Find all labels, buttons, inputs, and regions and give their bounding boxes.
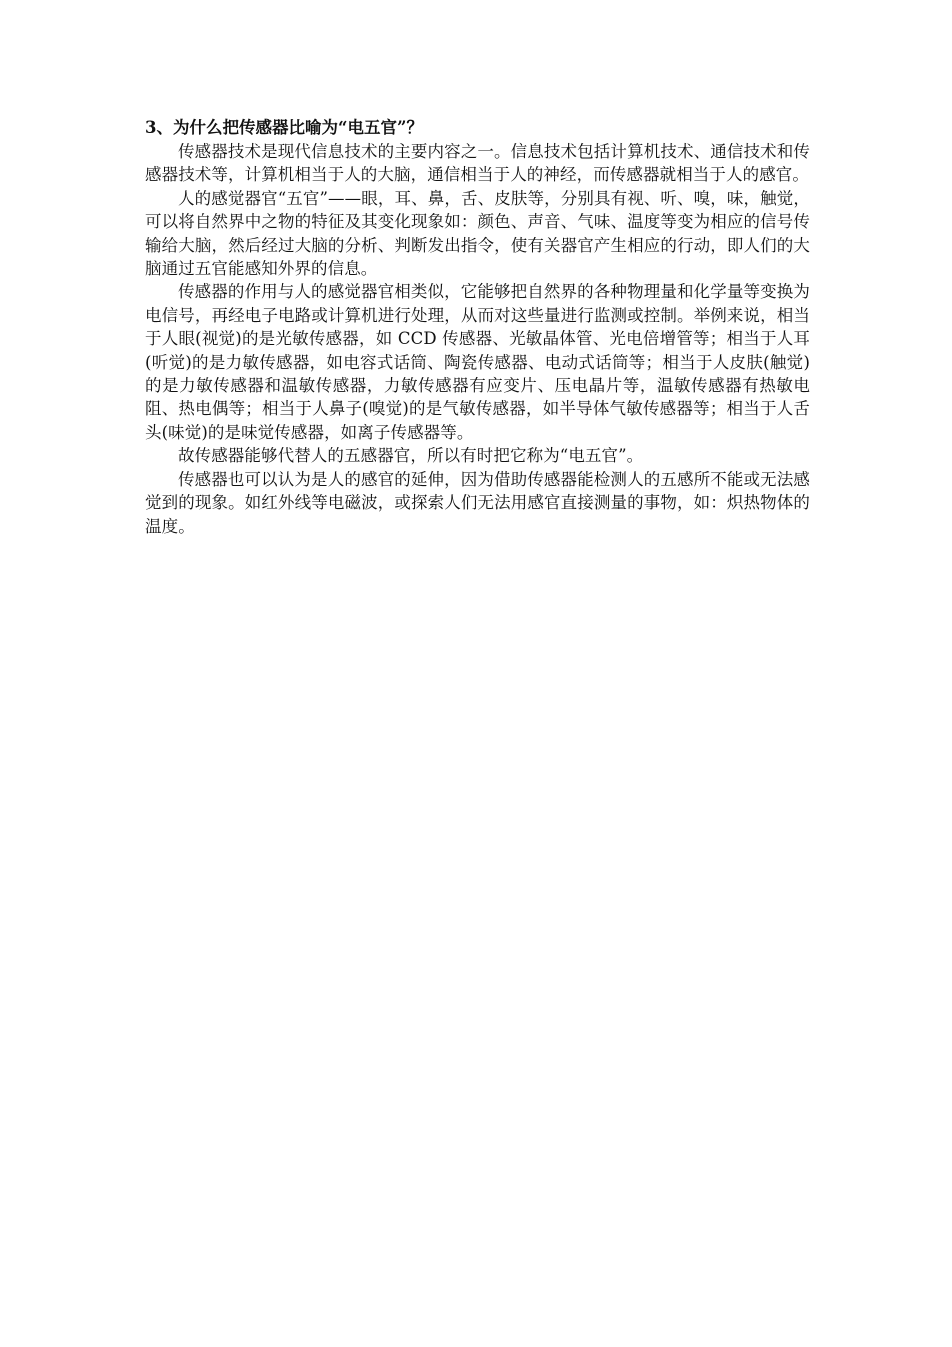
paragraph-intro: 传感器技术是现代信息技术的主要内容之一。信息技术包括计算机技术、通信技术和传感器技术等，计算机相当于人的大脑，通信相当于人的神经，而传感器就相当于人的感官。	[145, 142, 810, 185]
document-body	[145, 116, 810, 538]
section-heading: 3、为什么把传感器比喻为“电五官”？	[145, 118, 423, 137]
paragraph-sensor-function: 传感器的作用与人的感觉器官相类似，它能够把自然界的各种物理量和化学量等变换为电信号，再经电子电路或计算机进行处理，从而对这些量进行监测或控制。举例来说，相当于人眼(视觉)的是光敏传感器，如 CCD 传感器、光敏晶体管、光电倍增管等；相当于人耳(听觉)的是力敏传感器，如电容式话筒、陶瓷传感器、电动式话筒等；相当于人皮肤(触觉)的是力敏传感器和温敏传感器，力敏传感器有应变片、压电晶片等，温敏传感器有热敏电阻、热电偶等；相当于人鼻子(嗅觉)的是气敏传感器，如半导体气敏传感器等；相当于人舌头(味觉)的是味觉传感器，如离子传感器等。	[145, 282, 810, 442]
paragraph-extension: 传感器也可以认为是人的感官的延伸，因为借助传感器能检测人的五感所不能或无法感觉到的现象。如红外线等电磁波，或探索人们无法用感官直接测量的事物，如：炽热物体的温度。	[145, 469, 810, 536]
paragraph-conclusion: 故传感器能够代替人的五感器官，所以有时把它称为“电五官”。	[178, 446, 644, 466]
paragraph-five-senses: 人的感觉器官“五官”——眼，耳、鼻，舌、皮肤等，分别具有视、听、嗅，味，触觉，可以将自然界中之物的特征及其变化现象如：颜色、声音、气味、温度等变为相应的信号传输给大脑，然后经过大脑的分析、判断发出指令，使有关器官产生相应的行动，即人们的大脑通过五官能感知外界的信息。	[145, 188, 810, 279]
